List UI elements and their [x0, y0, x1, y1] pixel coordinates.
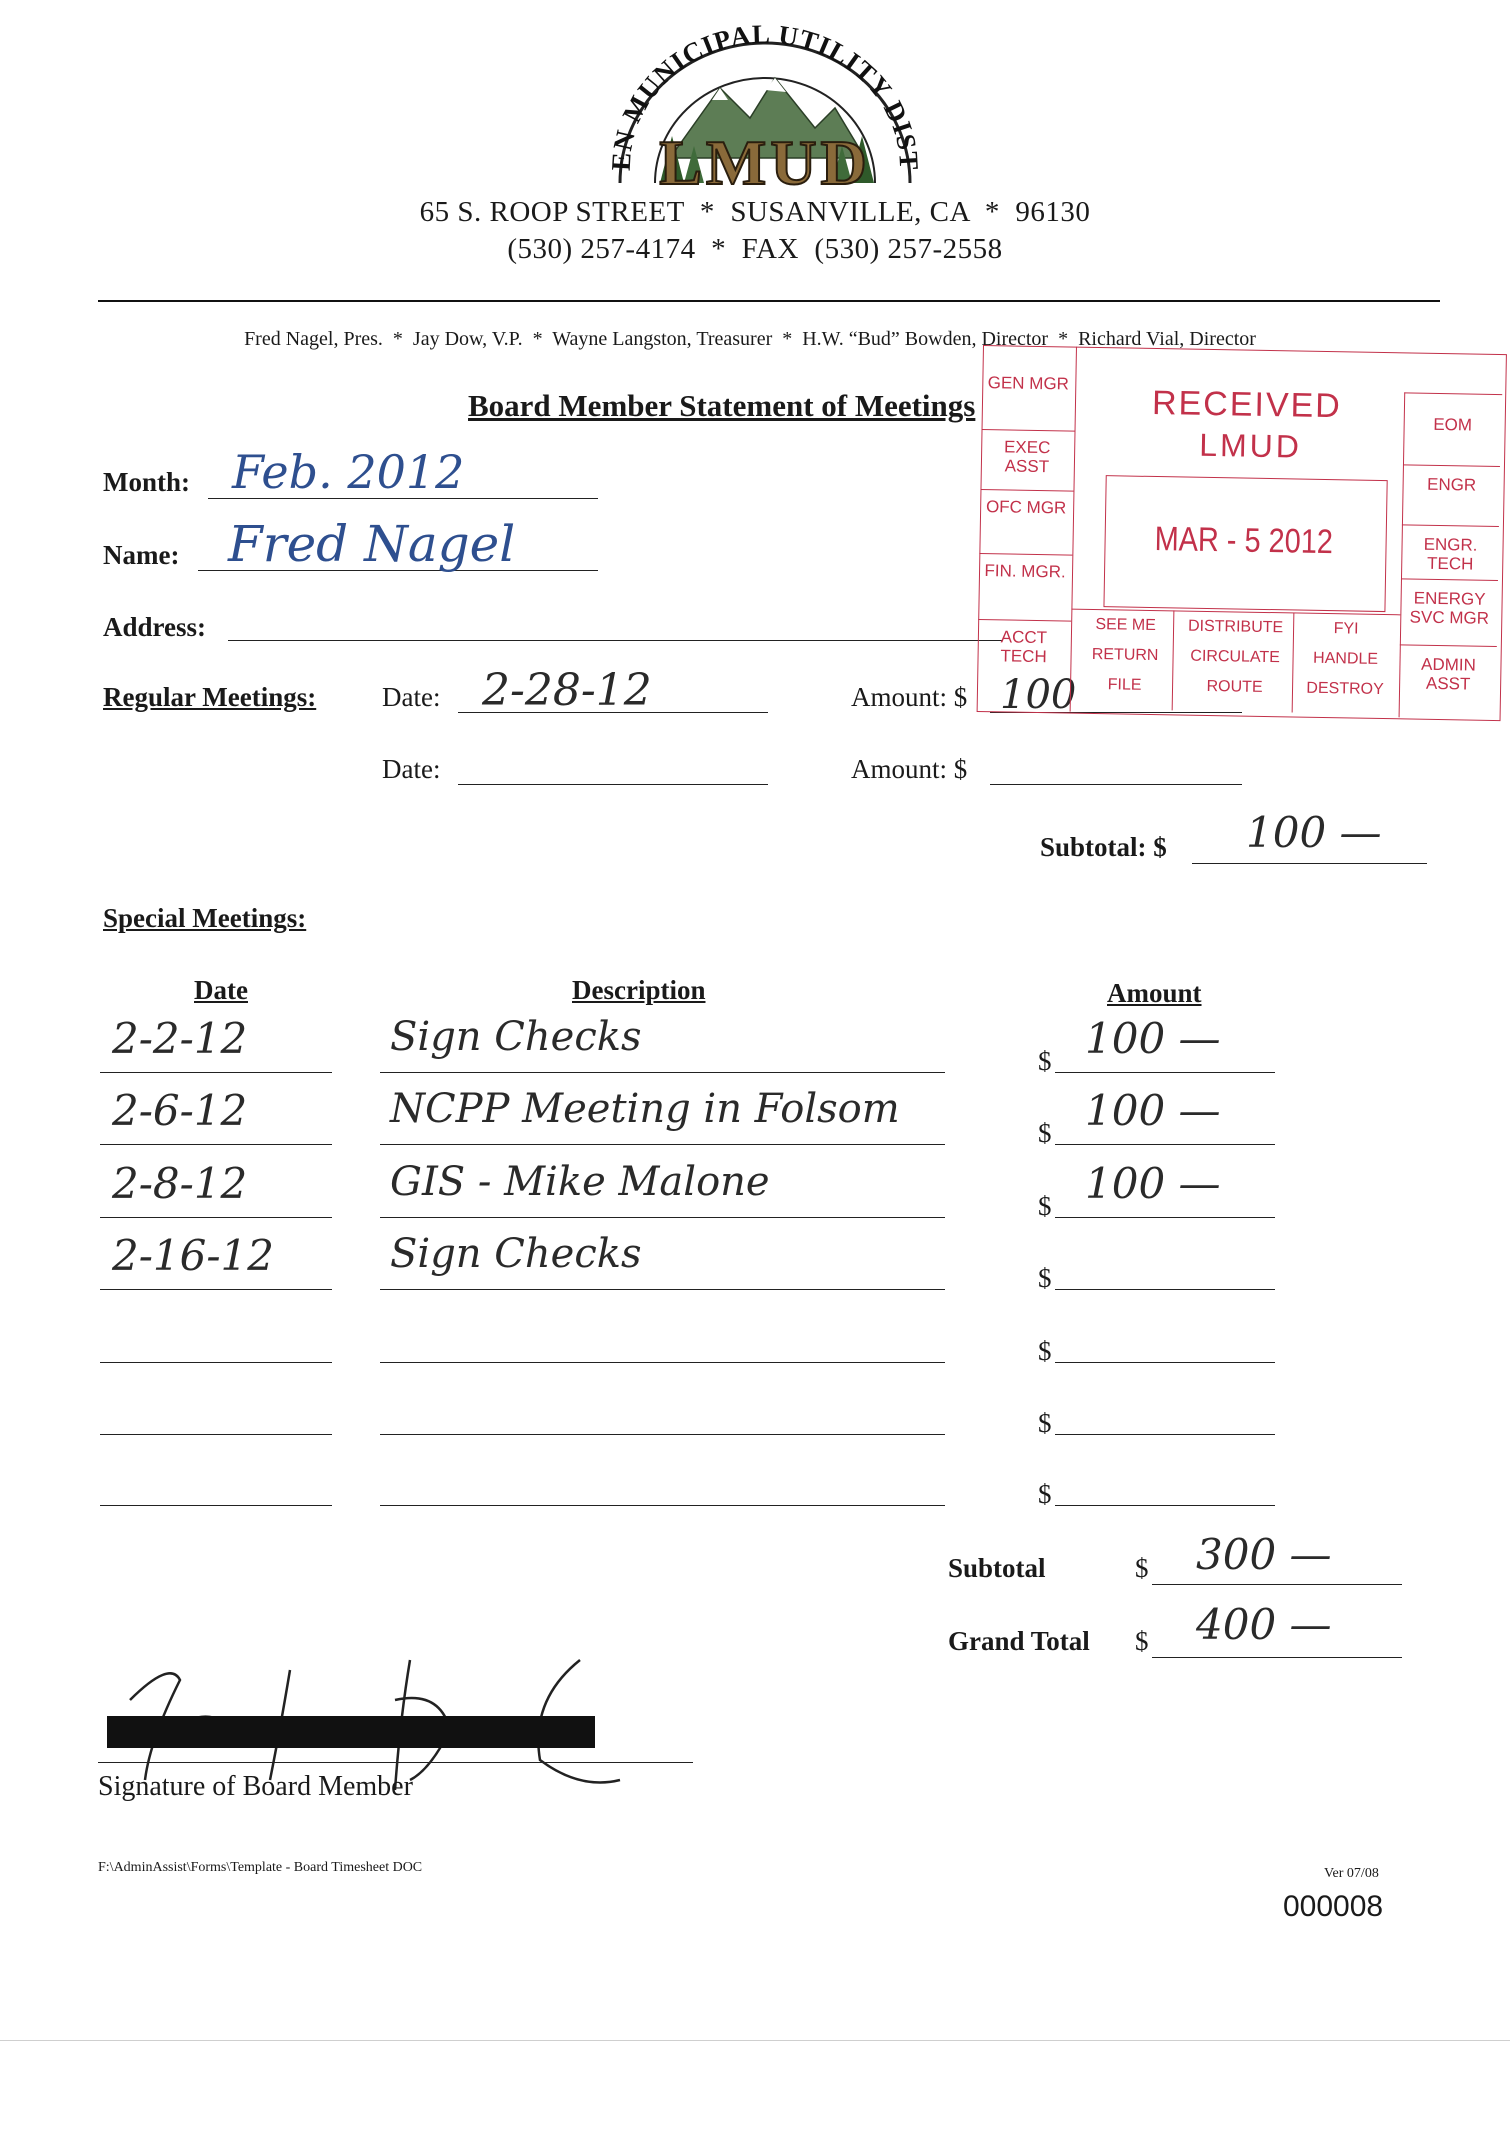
subtotal-value: 300 —: [1196, 1530, 1332, 1579]
stamp-right-cell: ENERGY SVC MGR: [1409, 588, 1490, 628]
regular-subtotal-line: [1192, 863, 1427, 864]
special-desc-line: [380, 1289, 945, 1290]
name-value: Fred Nagel: [228, 515, 516, 573]
special-amount-value: 100 —: [1085, 1159, 1221, 1208]
special-amount-line: [1055, 1434, 1275, 1435]
special-dollar: $: [1038, 1479, 1052, 1509]
subtotal-label: Subtotal: [948, 1553, 1046, 1583]
month-value: Feb. 2012: [232, 445, 465, 499]
subtotal-line: [1152, 1584, 1402, 1585]
address-line: [228, 640, 1003, 641]
special-desc-value: Sign Checks: [390, 1014, 642, 1060]
stamp-left-cell: ACCT TECH: [1000, 627, 1048, 667]
special-desc-value: Sign Checks: [390, 1231, 642, 1277]
regular-amount-label-2: Amount: $: [851, 754, 968, 784]
regular-date-label-1: Date:: [382, 682, 441, 712]
special-amount-line: [1055, 1362, 1275, 1363]
special-dollar: $: [1038, 1336, 1052, 1366]
signature-label: Signature of Board Member: [98, 1771, 413, 1802]
lmud-logo: [600, 18, 930, 198]
stamp-left-cell: GEN MGR: [987, 373, 1070, 394]
stamp-received-text: RECEIVED: [1151, 383, 1343, 426]
regular-subtotal-label: Subtotal: $: [1040, 832, 1167, 862]
regular-amount-label-1: Amount: $: [851, 682, 968, 712]
stamp-action-cell: FILE: [1107, 676, 1142, 694]
scan-edge-line: [0, 2040, 1510, 2041]
special-desc-value: NCPP Meeting in Folsom: [390, 1086, 900, 1132]
special-desc-line: [380, 1505, 945, 1506]
stamp-right-cell: EOM: [1433, 414, 1473, 435]
special-date-line: [100, 1362, 332, 1363]
col-amount-header: Amount: [1107, 978, 1202, 1008]
special-date-value: 2-16-12: [112, 1231, 274, 1280]
special-date-line: [100, 1217, 332, 1218]
footer-path: F:\AdminAssist\Forms\Template - Board Timesheet DOC: [98, 1860, 423, 1875]
stamp-org-text: LMUD: [1198, 426, 1303, 465]
special-desc-line: [380, 1072, 945, 1073]
special-desc-line: [380, 1362, 945, 1363]
header-address: 65 S. ROOP STREET * SUSANVILLE, CA * 96130: [419, 196, 1091, 228]
stamp-action-cell: RETURN: [1091, 645, 1159, 665]
name-label: Name:: [103, 540, 180, 570]
special-dollar: $: [1038, 1118, 1052, 1148]
special-date-line: [100, 1505, 332, 1506]
special-date-value: 2-8-12: [112, 1159, 248, 1208]
special-amount-value: 100 —: [1085, 1014, 1221, 1063]
col-description-header: Description: [572, 975, 706, 1005]
special-date-value: 2-2-12: [112, 1014, 248, 1063]
svg-text:LASSEN MUNICIPAL UTILITY DISTR: EN MUNICIPAL UTILITY DIST: [605, 18, 925, 172]
special-desc-line: [380, 1434, 945, 1435]
special-date-line: [100, 1072, 332, 1073]
stamp-right-cell: ADMIN ASST: [1420, 654, 1477, 694]
special-desc-line: [380, 1217, 945, 1218]
regular-date-value-1: 2-28-12: [482, 665, 652, 716]
footer-version: Ver 07/08: [1324, 1866, 1379, 1881]
regular-subtotal-value: 100 —: [1246, 808, 1382, 857]
stamp-left-cell: FIN. MGR.: [984, 561, 1066, 582]
special-date-line: [100, 1289, 332, 1290]
special-desc-line: [380, 1144, 945, 1145]
regular-date-line-2: [458, 784, 768, 785]
address-label: Address:: [103, 612, 207, 642]
regular-amount-line-2: [990, 784, 1242, 785]
signature-redaction-bar: [107, 1716, 595, 1748]
special-dollar: $: [1038, 1046, 1052, 1076]
stamp-date: MAR - 5 2012: [1154, 520, 1334, 562]
grand-total-value: 400 —: [1196, 1600, 1332, 1649]
form-title: Board Member Statement of Meetings: [468, 388, 976, 423]
signature-line: [98, 1762, 693, 1763]
regular-date-label-2: Date:: [382, 754, 441, 784]
regular-amount-value-1: 100: [1000, 672, 1077, 718]
regular-meetings-label: Regular Meetings:: [103, 682, 317, 712]
special-amount-line: [1055, 1289, 1275, 1290]
stamp-action-cell: DISTRIBUTE: [1187, 617, 1284, 637]
col-date-header: Date: [194, 975, 248, 1005]
special-amount-line: [1055, 1217, 1275, 1218]
stamp-right-cell: ENGR: [1426, 474, 1477, 495]
special-amount-line: [1055, 1072, 1275, 1073]
stamp-action-cell: FYI: [1333, 620, 1359, 638]
special-dollar: $: [1038, 1191, 1052, 1221]
special-date-value: 2-6-12: [112, 1086, 248, 1135]
stamp-action-cell: CIRCULATE: [1190, 647, 1280, 667]
special-dollar: $: [1038, 1263, 1052, 1293]
grand-total-label: Grand Total: [948, 1626, 1090, 1656]
logo-mark-icon: [600, 18, 930, 198]
received-stamp: [977, 345, 1510, 724]
stamp-action-cell: HANDLE: [1312, 649, 1379, 668]
special-dollar: $: [1038, 1408, 1052, 1438]
month-label: Month:: [103, 467, 190, 497]
page-number: 000008: [1283, 1890, 1384, 1923]
special-amount-value: 100 —: [1085, 1086, 1221, 1135]
header-divider: [98, 300, 1440, 302]
logo-letters: LMUD: [659, 127, 871, 198]
grand-total-line: [1152, 1657, 1402, 1658]
stamp-left-cell: OFC MGR: [985, 497, 1067, 518]
subtotal-dollar: $: [1135, 1553, 1149, 1583]
grand-total-dollar: $: [1135, 1626, 1149, 1656]
special-amount-line: [1055, 1144, 1275, 1145]
special-amount-line: [1055, 1505, 1275, 1506]
special-date-line: [100, 1144, 332, 1145]
board-members: Fred Nagel, Pres. * Jay Dow, V.P. * Wayne Langston, Treasurer * H.W. “Bud” Bowden, Director * Richard Vial, Director: [244, 328, 1256, 350]
stamp-right-cell: ENGR. TECH: [1423, 534, 1478, 574]
special-date-line: [100, 1434, 332, 1435]
stamp-action-cell: DESTROY: [1306, 679, 1384, 699]
stamp-left-cell: EXEC ASST: [1003, 437, 1051, 477]
stamp-action-cell: SEE ME: [1095, 616, 1157, 635]
special-desc-value: GIS - Mike Malone: [390, 1159, 770, 1205]
special-meetings-label: Special Meetings:: [103, 903, 307, 933]
header-phone-fax: (530) 257-4174 * FAX (530) 257-2558: [507, 233, 1003, 265]
stamp-action-cell: ROUTE: [1206, 677, 1263, 696]
